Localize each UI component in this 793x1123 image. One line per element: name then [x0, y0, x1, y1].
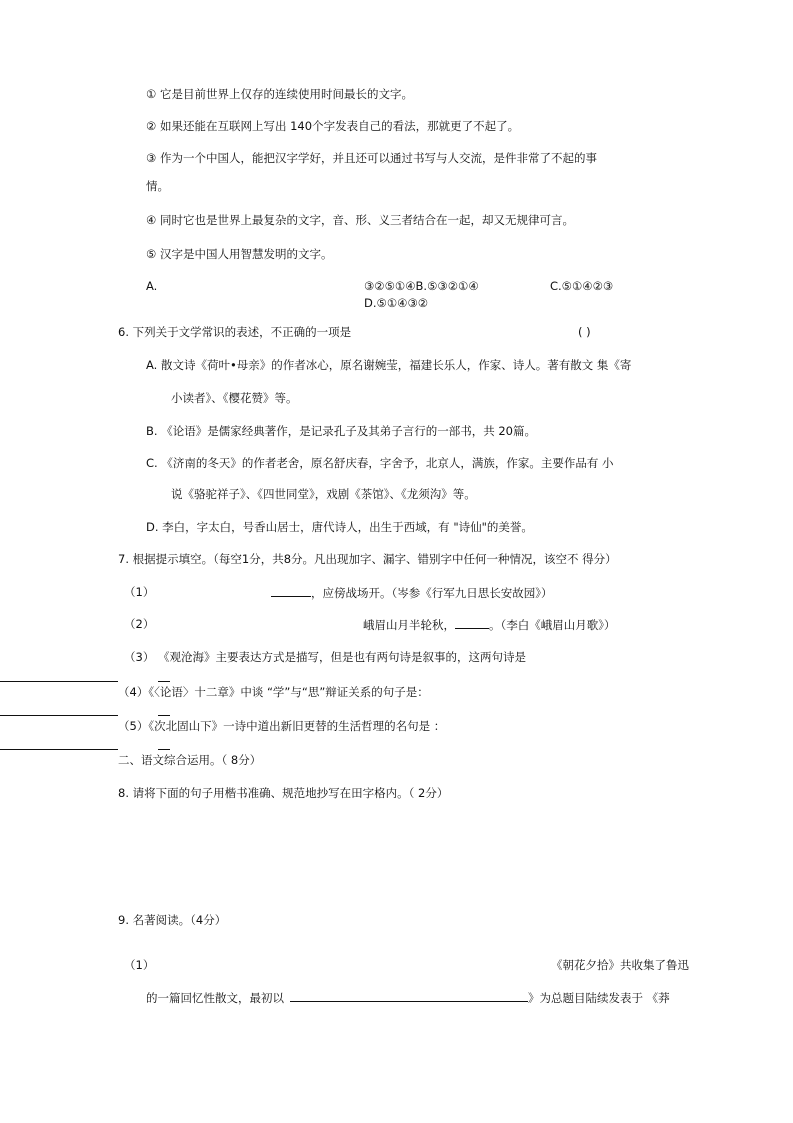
- q7-part2-pre: 峨眉山月半轮秋，: [363, 618, 455, 632]
- sentence-4: ④ 同时它也是世界上最复杂的文字，音、形、义三者结合在一起，却又无规律可言。: [146, 213, 574, 227]
- q7-part2-number: （2）: [124, 617, 155, 631]
- q7-part5-answer-line[interactable]: [0, 749, 118, 750]
- q7-part4-answer-line[interactable]: [0, 715, 118, 716]
- section2-heading: 二、语文综合运用。（ 8分）: [118, 753, 262, 767]
- q7-part5-answer-dash: [158, 749, 170, 750]
- sentence-5: ⑤ 汉字是中国人用智慧发明的文字。: [146, 247, 333, 261]
- q7-stem: 7. 根据提示填空。（每空1分，共8分。凡出现加字、漏字、错别字中任何一种情况，该空不 得分）: [118, 552, 617, 566]
- q7-part2-blank[interactable]: [455, 616, 489, 629]
- q7-part3-answer-dash: [158, 681, 170, 682]
- q7-part1-blank[interactable]: [271, 584, 311, 597]
- q9-stem: 9. 名著阅读。（4分）: [118, 913, 227, 927]
- option-a-label: A.: [146, 279, 158, 293]
- q9-part1-blank[interactable]: [290, 989, 528, 1002]
- q7-part5: （5）《次北固山下》一诗中道出新旧更替的生活哲理的名句是 ：: [118, 719, 446, 733]
- q7-part1: [271, 584, 553, 601]
- q6-option-a-line1: A. 散文诗《荷叶•母亲》的作者冰心，原名谢婉莹，福建长乐人，作家、诗人。著有散文 集《寄: [146, 358, 632, 372]
- q6-option-d: D. 李白，字太白，号香山居士，唐代诗人，出生于西域，有 "诗仙"的美誉。: [146, 520, 533, 534]
- q7-part4-answer-dash: [158, 715, 170, 716]
- sentence-3-line1: ③ 作为一个中国人，能把汉字学好，并且还可以通过书写与人交流，是件非常了不起的事: [146, 151, 597, 165]
- q8-stem: 8. 请将下面的句子用楷书准确、规范地抄写在田字格内。（ 2分）: [118, 786, 449, 800]
- q7-part2-post: 。（李白《峨眉山月歌》）: [489, 618, 616, 632]
- q9-part1-post: 》为总题目陆续发表于 《莽: [528, 991, 670, 1005]
- q7-part2: [363, 616, 616, 633]
- q7-part3-answer-line[interactable]: [0, 681, 118, 682]
- q7-part4: （4）《〈论语〉十二章》中谈 “学”与“思”辩证关系的句子是：: [118, 685, 429, 699]
- sentence-1: ① 它是目前世界上仅存的连续使用时间最长的文字。: [146, 87, 413, 101]
- option-d: D.⑤①④③②: [364, 296, 429, 310]
- q6-answer-paren: ( ): [578, 325, 591, 339]
- q6-option-a-line2: 小读者》、《樱花赞》等。: [171, 391, 298, 405]
- q7-part1-number: （1）: [124, 585, 155, 599]
- q9-part1-line2: [146, 989, 670, 1006]
- q9-part1-line1: 《朝花夕拾》共收集了鲁迅: [551, 958, 689, 972]
- q9-part1-number: （1）: [124, 958, 155, 972]
- sentence-3-line2: 情。: [146, 179, 169, 193]
- q9-part1-pre: 的一篇回忆性散文，最初以: [146, 991, 284, 1005]
- option-c: C.⑤①④②③: [550, 279, 614, 293]
- q6-option-b: B. 《论语》是儒家经典著作，是记录孔子及其弟子言行的一部书，共 20篇。: [146, 424, 536, 438]
- q7-part3: （3） 《观沧海》主要表达方式是描写，但是也有两句诗是叙事的，这两句诗是: [124, 650, 526, 664]
- q6-option-c-line2: 说《骆驼祥子》、《四世同堂》，戏剧《茶馆》、《龙须沟》等。: [171, 487, 476, 501]
- option-a-b: ③②⑤①④B.⑤③②①④: [364, 279, 479, 293]
- q6-option-c-line1: C. 《济南的冬天》的作者老舍，原名舒庆春，字舍予，北京人，满族，作家。主要作品有 小: [146, 456, 614, 470]
- q6-stem: 6. 下列关于文学常识的表述，不正确的一项是: [118, 325, 352, 339]
- q7-part1-text: ，应傍战场开。（岑参《行军九日思长安故园》）: [311, 586, 553, 600]
- sentence-2: ② 如果还能在互联网上写出 140个字发表自己的看法，那就更了不起了。: [146, 119, 520, 133]
